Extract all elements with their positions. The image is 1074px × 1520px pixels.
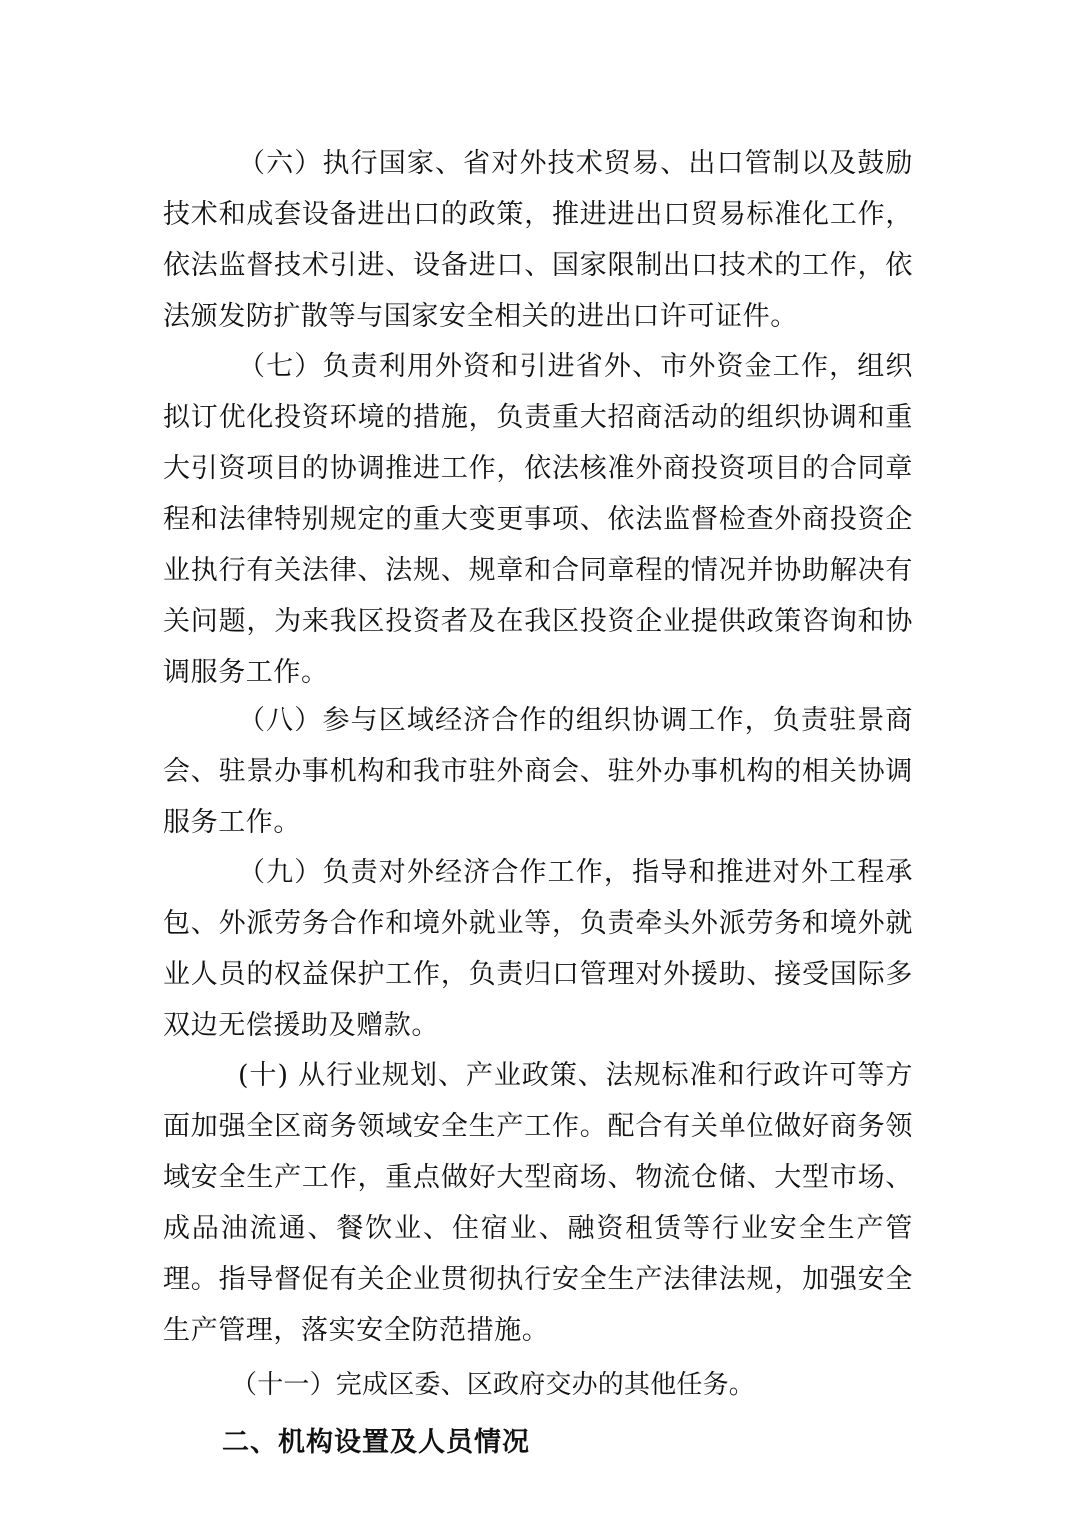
section-heading: 二、机构设置及人员情况 (222, 1427, 530, 1458)
paragraph-item-11: （十一）完成区委、区政府交办的其他任务。 (231, 1370, 756, 1400)
paragraph-item-9: （九）负责对外经济合作工作，指导和推进对外工程承包、外派劳务合作和境外就业等，负责牵头外派劳务和境外就业人员的权益保护工作，负责归口管理对外援助、接受国际多双边无偿援助及赠款。 (163, 857, 913, 1041)
paragraph-item-6: （六）执行国家、省对外技术贸易、出口管制以及鼓励技术和成套设备进出口的政策，推进进出口贸易标准化工作，依法监督技术引进、设备进口、国家限制出口技术的工作，依法颁发防扩散等与国家安全相关的进出口许可证件。 (163, 148, 913, 332)
paragraph-item-8: （八）参与区域经济合作的组织协调工作，负责驻景商会、驻景办事机构和我市驻外商会、驻外办事机构的相关协调服务工作。 (163, 705, 913, 838)
paragraph-item-10: (十) 从行业规划、产业政策、法规标准和行政许可等方面加强全区商务领域安全生产工作。配合有关单位做好商务领域安全生产工作，重点做好大型商场、物流仓储、大型市场、成品油流通、餐饮业、住宿业、融资租赁等行业安全生产管理。指导督促有关企业贯彻执行安全生产法律法规，加强安全生产管理，落实安全防范措施。 (163, 1060, 913, 1346)
paragraph-item-7: （七）负责利用外资和引进省外、市外资金工作，组织拟订优化投资环境的措施，负责重大招商活动的组织协调和重大引资项目的协调推进工作，依法核准外商投资项目的合同章程和法律特别规定的重大变更事项、依法监督检查外商投资企业执行有关法律、法规、规章和合同章程的情况并协助解决有关问题，为来我区投资者及在我区投资企业提供政策咨询和协调服务工作。 (163, 351, 913, 688)
